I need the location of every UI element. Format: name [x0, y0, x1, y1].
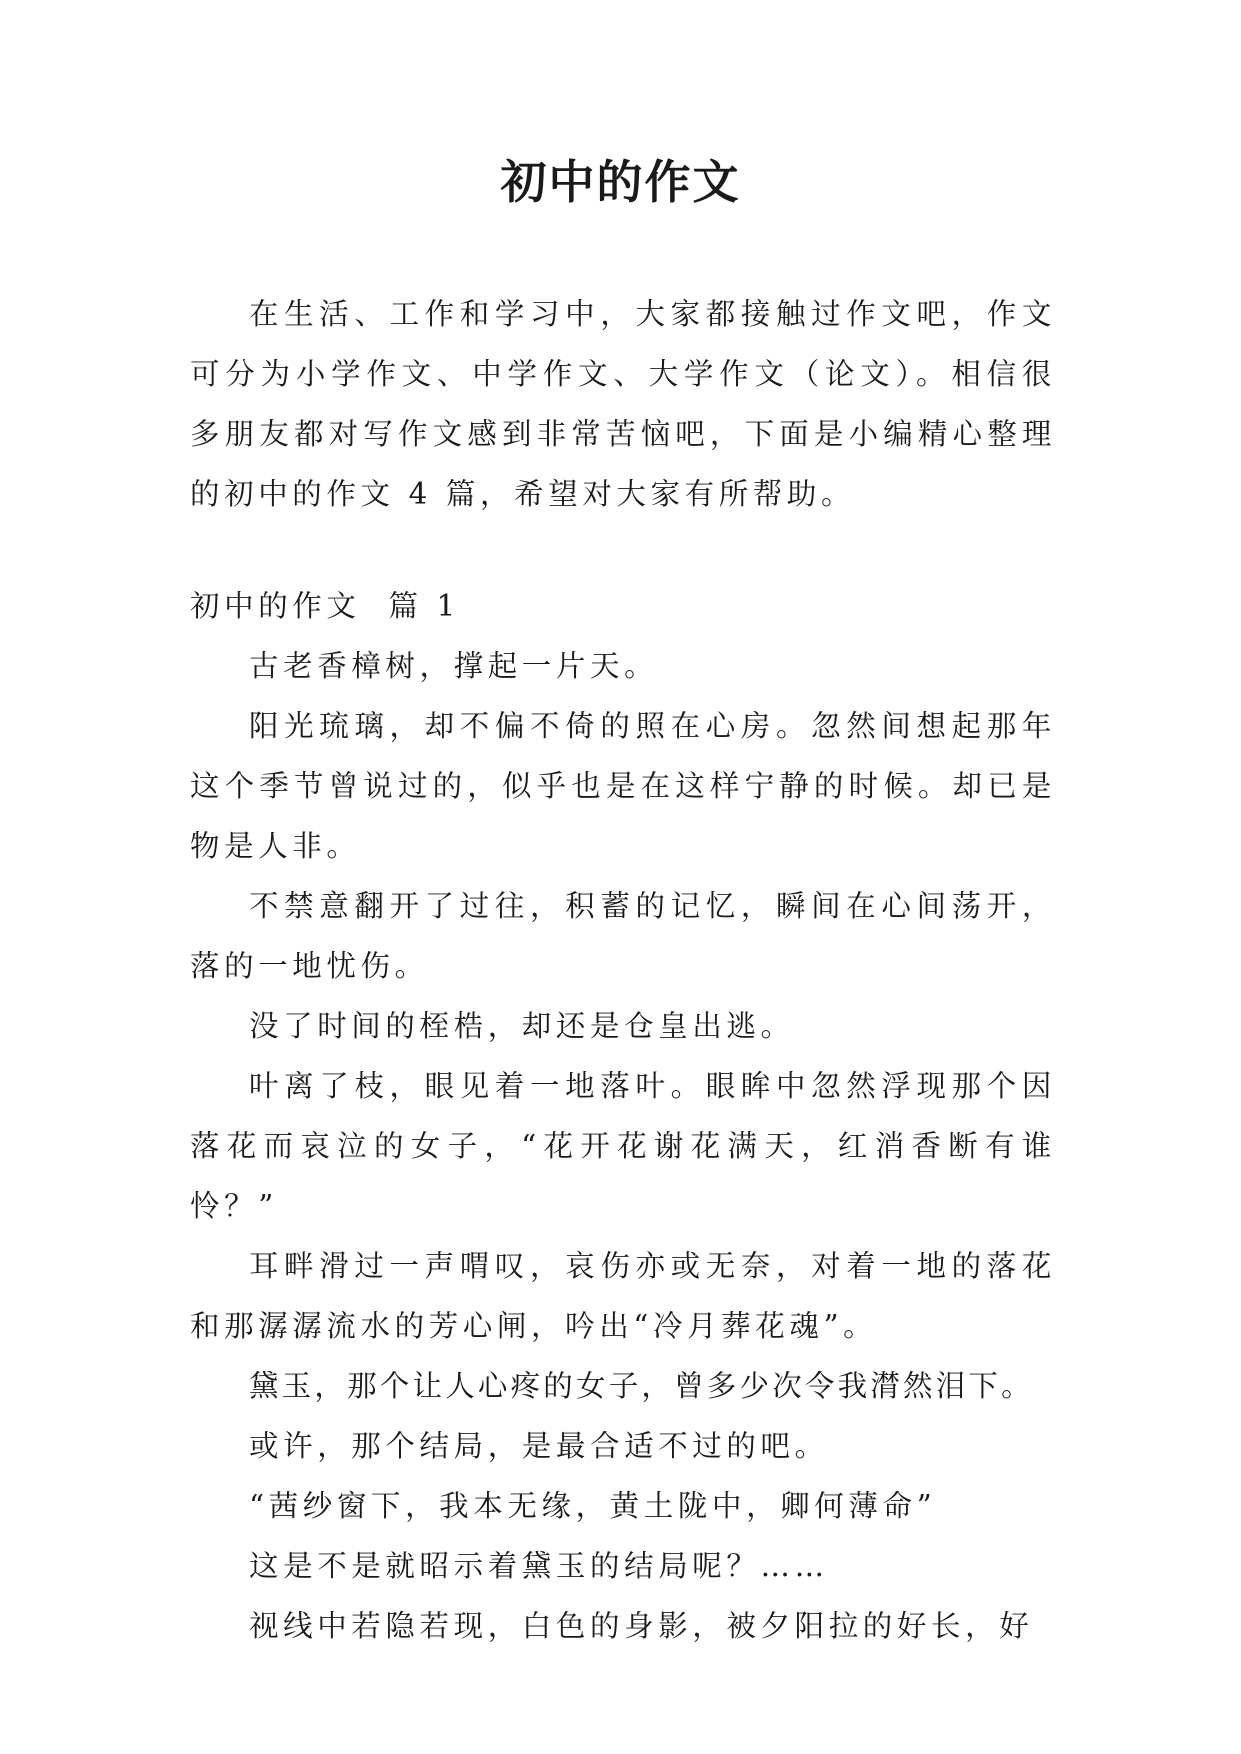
essay-paragraph: 黛玉，那个让人心疼的女子，曾多少次令我潸然泪下。	[249, 1369, 1034, 1403]
essay-paragraph: 或许，那个结局，是最合适不过的吧。	[249, 1429, 829, 1463]
essay-section	[190, 576, 1056, 1656]
essay-paragraph: 叶离了枝，眼见着一地落叶。眼眸中忽然浮现那个因落花而哀泣的女子，“花开花谢花满天，红消香断有谁怜？”	[190, 1069, 1056, 1223]
essay-paragraph: 古老香樟树，撑起一片天。	[249, 649, 659, 683]
essay-heading: 初中的作文 篇 1	[190, 589, 460, 623]
intro-paragraph: 在生活、工作和学习中，大家都接触过作文吧，作文可分为小学作文、中学作文、大学作文（论文）。相信很多朋友都对写作文感到非常苦恼吧，下面是小编精心整理的初中的作文 4 篇，希望对大家有所帮助。	[190, 297, 1056, 511]
document-title: 初中的作文	[500, 155, 741, 209]
essay-paragraph: 这是不是就昭示着黛玉的结局呢？……	[249, 1549, 829, 1583]
essay-paragraph: 阳光琉璃，却不偏不倚的照在心房。忽然间想起那年这个季节曾说过的，似乎也是在这样宁静的时候。却已是物是人非。	[190, 709, 1056, 863]
essay-paragraph: 耳畔滑过一声喟叹，哀伤亦或无奈，对着一地的落花和那潺潺流水的芳心闸，吟出“冷月葬花魂”。	[190, 1249, 1056, 1343]
essay-paragraph: 没了时间的桎梏，却还是仓皇出逃。	[249, 1009, 795, 1043]
intro-section	[190, 284, 1056, 524]
essay-paragraph: 视线中若隐若现，白色的身影，被夕阳拉的好长，好	[249, 1609, 1034, 1643]
essay-paragraph: “茜纱窗下，我本无缘，黄土陇中，卿何薄命”	[249, 1489, 937, 1523]
essay-paragraph: 不禁意翻开了过往，积蓄的记忆，瞬间在心间荡开，落的一地忧伤。	[190, 889, 1056, 983]
